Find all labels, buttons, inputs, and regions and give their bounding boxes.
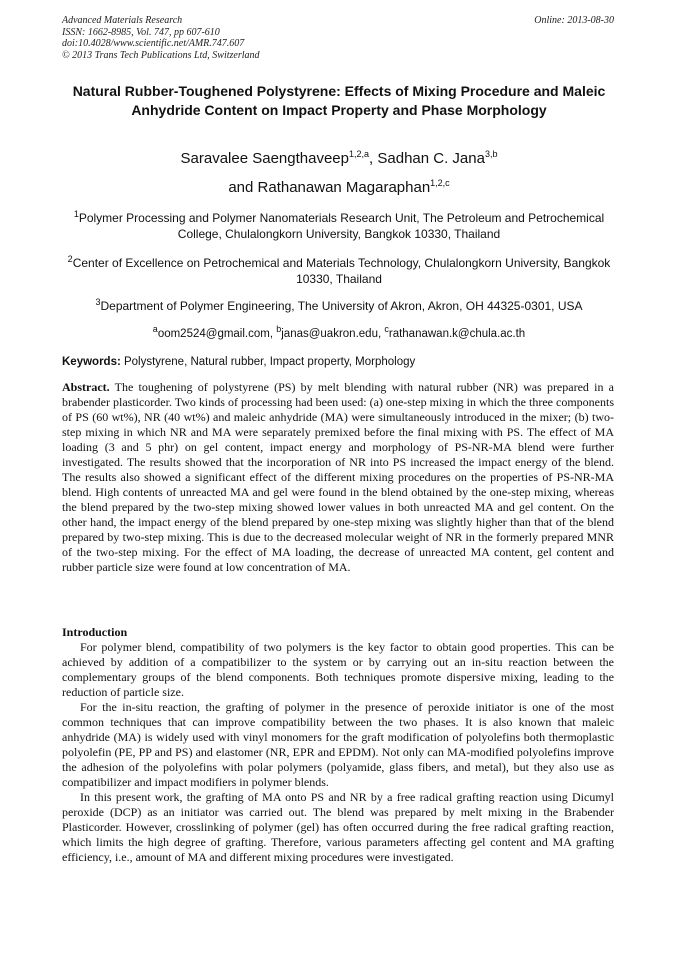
abstract-text: The toughening of polystyrene (PS) by melt blending with natural rubber (NR) was prepared in a brabender plasticorder. Two kinds of processing had been used: (a) one-step mixing in which the three components of PS (60 wt%), NR (40 wt%) and maleic anhydride (MA) were simultaneously introduced in the mixer; (b) two-step mixing in which NR and MA were separately premixed before the final mixing with PS. The effect of MA loading (3 and 5 phr) on gel content, impact energy and morphology of PS-NR-MA blend were further investigated. The results showed that the incorporation of NR into PS increased the impact energy of the blend. The results also showed a significant effect of the different mixing procedures on the properties of PS-NR-MA blend. High contents of unreacted MA and gel were found in the blend obtained by the one-step mixing, whereas the blend prepared by the two-step mixing showed lower values in both unreacted MA and gel content. On the other hand, the impact energy of the blend prepared by one-step mixing was slightly higher than that of the blend prepared by two-step mixing. This is due to the decreased molecular weight of NR in the formerly prepared MNR of the two-step mixing. For the effect of MA loading, the decrease of unreacted MA content, gel content and rubber particle size were found at low concentration of MA.: [62, 380, 614, 574]
keywords-label: Keywords:: [62, 356, 121, 368]
keywords-text: Polystyrene, Natural rubber, Impact property, Morphology: [120, 356, 416, 368]
affiliation-2: [62, 256, 616, 287]
author-name: Rathanawan Magaraphan: [257, 179, 431, 196]
affiliation-text: Polymer Processing and Polymer Nanomaterials Research Unit, The Petroleum and Petrochemical College, Chulalongkorn University, Bangkok 10330, Thailand: [78, 211, 605, 241]
doi-line: doi:10.4028/www.scientific.net/AMR.747.607: [62, 38, 245, 50]
author-separator: ,: [369, 150, 378, 167]
email-link[interactable]: rathanawan.k@chula.ac.th: [388, 328, 526, 340]
affiliation-3: [62, 299, 616, 315]
email-link[interactable]: janas@uakron.edu,: [281, 328, 385, 340]
keywords: [62, 355, 616, 369]
introduction-body: [62, 640, 614, 865]
online-date: Online: 2013-08-30: [534, 15, 614, 26]
authors-line-1: [62, 150, 616, 168]
author-name: Saravalee Saengthaveep: [180, 150, 349, 167]
email-link[interactable]: oom2524@gmail.com,: [157, 328, 277, 340]
email-sup: a: [152, 324, 158, 335]
affiliation-text: Department of Polymer Engineering, The University of Akron, Akron, OH 44325-0301, USA: [100, 299, 583, 313]
paper-title: Natural Rubber-Toughened Polystyrene: Effects of Mixing Procedure and Maleic Anhydride Content on Impact Property and Phase Morphology: [72, 83, 606, 118]
introduction-paragraph: For the in-situ reaction, the grafting of polymer in the presence of peroxide initiator is one of the most common techniques that can improve compatibility between the two phases. It is also known that maleic anhydride (MA) is widely used with vinyl monomers for the graft modification of polyolefins both thermoplastic polyolefin (PE, PP and PS) and elastomer (NR, EPR and EPDM). Not only can MA-modified polyolefins improve the adhesion of the polyolefins with polar polymers (polyamide, glass fibers, and metal), but they also use as compatibilizer and impact modifiers in polymer blends.: [62, 700, 614, 789]
affiliation-sup: 3: [95, 297, 101, 307]
introduction-paragraph: For polymer blend, compatibility of two polymers is the key factor to obtain good properties. This can be achieved by addition of a compatibilizer to the system or by carrying out an in-situ reaction between the complementary groups of the blend components. Both techniques promote dispersive mixing, leading to the reduction of particle size.: [62, 640, 614, 699]
abstract: [62, 380, 614, 575]
introduction-heading: Introduction: [62, 625, 128, 639]
affiliation-sup: 2: [67, 254, 73, 264]
author-conjunction: and: [228, 179, 258, 196]
abstract-label: Abstract.: [62, 380, 110, 394]
journal-header: [62, 15, 260, 61]
author-name: Sadhan C. Jana: [377, 150, 485, 167]
journal-name: Advanced Materials Research: [62, 15, 183, 26]
author-affil-sup: 1,2,c: [430, 178, 450, 188]
issn-line: ISSN: 1662-8985, Vol. 747, pp 607-610: [62, 26, 220, 38]
email-sup: b: [276, 324, 282, 335]
affiliation-text: Center of Excellence on Petrochemical and Materials Technology, Chulalongkorn University, Bangkok 10330, Thailand: [72, 256, 611, 286]
author-affil-sup: 3,b: [484, 149, 498, 159]
author-affil-sup: 1,2,a: [349, 149, 370, 159]
email-line: [62, 324, 616, 341]
affiliation-1: [62, 211, 616, 242]
affiliation-sup: 1: [73, 209, 79, 219]
copyright-line: © 2013 Trans Tech Publications Ltd, Switzerland: [62, 49, 260, 61]
authors-line-2: [62, 179, 616, 197]
introduction-paragraph: In this present work, the grafting of MA onto PS and NR by a free radical grafting reaction using Dicumyl peroxide (DCP) as an initiator was carried out. The blend was prepared by melt mixing in the Brabender Plasticorder. However, crosslinking of polymer (gel) has often occurred during the free radical grafting reaction, which limits the high degree of grafting. Therefore, various parameters affecting gel content and MA grafting efficiency, i.e., amount of MA and different mixing procedures were investigated.: [62, 790, 614, 864]
email-sup: c: [384, 324, 389, 335]
